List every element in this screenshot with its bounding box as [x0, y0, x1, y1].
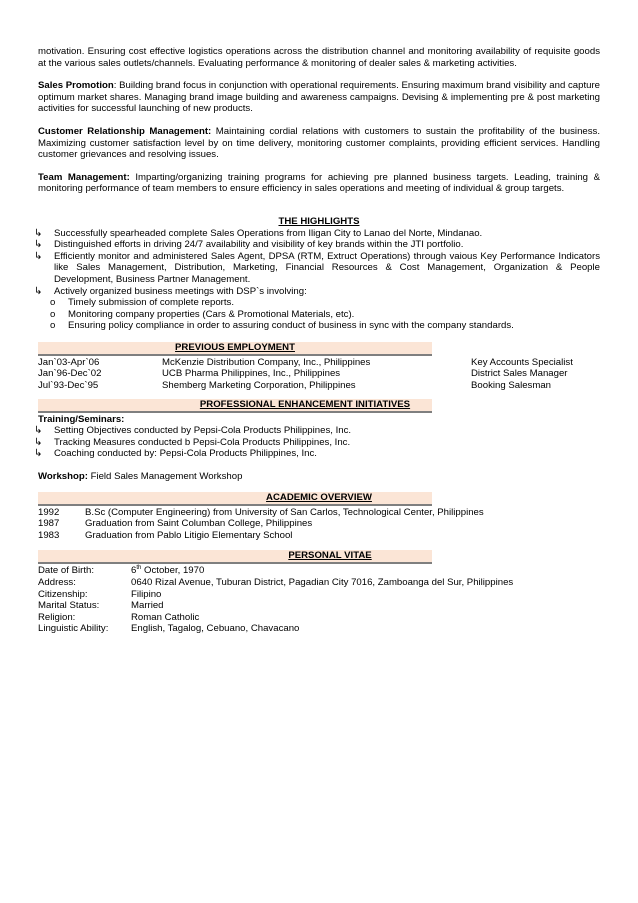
crm-text: Maintaining cordial relations with customers to sustain the profitability of the business. Maximizing customer satisfaction level by on time delivery, monitoring customer complaints, providing efficient services. Handling customer grievances and resolving issues.: [38, 125, 600, 161]
circle-bullet-icon: o: [50, 320, 56, 332]
list-item: [34, 436, 600, 449]
personal-section: [38, 550, 600, 635]
resume-page: [34, 46, 601, 635]
personal-value: Married: [131, 600, 164, 612]
personal-label: Address:: [38, 577, 76, 588]
sub-item-text: Timely submission of complete reports.: [68, 297, 234, 309]
personal-value: 0640 Rizal Avenue, Tuburan District, Pagadian City 7016, Zamboanga del Sur, Philippines: [131, 577, 514, 588]
list-item: [38, 309, 600, 321]
list-item: [34, 425, 600, 437]
table-row: [38, 589, 600, 601]
personal-label: Marital Status:: [38, 600, 100, 612]
list-item: [38, 297, 600, 309]
team-paragraph: [38, 172, 600, 195]
arrow-bullet-icon: ↳: [34, 227, 43, 239]
arrow-bullet-icon: ↳: [34, 448, 43, 460]
personal-label: Citizenship:: [38, 588, 88, 600]
arrow-bullet-icon: ↳: [34, 250, 43, 262]
training-text: Setting Objectives conducted by Pepsi-Cola Products Philippines, Inc.: [54, 425, 352, 437]
highlights-sublist: [38, 297, 600, 332]
employment-period: Jan`96-Dec`02: [38, 368, 102, 380]
employment-role: District Sales Manager: [471, 368, 568, 380]
personal-title: PERSONAL VITAE: [38, 550, 432, 562]
sub-item-text: Monitoring company properties (Cars & Promotional Materials, etc).: [68, 308, 355, 320]
table-row: [38, 600, 600, 612]
sales-promotion-text: : Building brand focus in conjunction with operational requirements. Ensuring maximum brand visibility and capture optimum market shares. Managing brand image building and awareness campaigns. Devising & implementing pre & post marketing activities for successful launching of new products.: [38, 80, 600, 115]
employment-role: Booking Salesman: [471, 380, 551, 392]
list-item: [34, 448, 600, 460]
personal-label: Religion:: [38, 611, 76, 623]
employment-company: McKenzie Distribution Company, Inc., Philippines: [162, 356, 371, 368]
table-row: [38, 623, 600, 635]
personal-table: [38, 565, 600, 635]
table-row: [38, 518, 600, 530]
crm-paragraph: [38, 126, 600, 161]
highlight-text: Distinguished efforts in driving 24/7 availability and visibility of key brands within the JTI portfolio.: [54, 239, 464, 251]
personal-value: [131, 565, 600, 577]
intro-text: motivation. Ensuring cost effective logistics operations across the distribution channel and monitoring availability of requisite goods at the various sales outlets/channels. Evaluating performance & monitoring of dealer sales & marketing activities.: [38, 46, 600, 69]
list-item: [34, 250, 600, 286]
personal-value: English, Tagalog, Cebuano, Chavacano: [131, 623, 300, 635]
academic-detail: Graduation from Saint Columban College, Philippines: [85, 518, 313, 530]
academic-detail: B.Sc (Computer Engineering) from University of San Carlos, Technological Center, Philippines: [85, 506, 484, 518]
circle-bullet-icon: o: [50, 308, 56, 320]
list-item: [34, 227, 600, 240]
academic-year: 1992: [38, 506, 60, 518]
team-text: Imparting/organizing training programs for achieving pre planned business targets. Leading, training & monitoring performance of team members to ensure efficiency in sales operations and meeting of individual & group targets.: [38, 171, 601, 195]
academic-section: [38, 492, 600, 542]
dob-day: 6: [131, 565, 137, 577]
training-text: Tracking Measures conducted b Pepsi-Cola Products Philippines, Inc.: [54, 436, 351, 448]
arrow-bullet-icon: ↳: [34, 239, 43, 251]
table-row: [38, 380, 600, 392]
highlight-text: Successfully spearheaded complete Sales Operations from Iligan City to Lanao del Norte, Mindanao.: [54, 227, 483, 239]
table-row: [38, 565, 600, 577]
sales-promotion-paragraph: [38, 80, 600, 115]
enhancement-title: PROFESSIONAL ENHANCEMENT INITIATIVES: [38, 399, 432, 411]
academic-title: ACADEMIC OVERVIEW: [38, 492, 432, 504]
table-row: [38, 530, 600, 542]
arrow-bullet-icon: ↳: [34, 436, 43, 448]
table-row: [38, 368, 600, 380]
employment-period: Jul`93-Dec`95: [38, 380, 99, 392]
academic-year: 1987: [38, 518, 60, 530]
workshop-line: [38, 471, 600, 483]
crm-label: Customer Relationship Management:: [38, 125, 212, 137]
enhancement-rule: [38, 411, 432, 413]
employment-company: Shemberg Marketing Corporation, Philippines: [162, 380, 356, 392]
sub-item-text: Ensuring policy compliance in order to assuring conduct of business in sync with the company standards.: [68, 320, 514, 332]
employment-title: PREVIOUS EMPLOYMENT: [38, 342, 432, 354]
list-item: [34, 239, 600, 251]
academic-year: 1983: [38, 529, 60, 541]
list-item: [34, 285, 600, 332]
academic-detail: Graduation from Pablo Litigio Elementary School: [85, 529, 293, 541]
employment-role: Key Accounts Specialist: [471, 356, 573, 368]
personal-rule: [38, 562, 432, 564]
personal-label: Linguistic Ability:: [38, 623, 109, 635]
enhancement-section: [34, 398, 600, 483]
personal-label: Date of Birth:: [38, 565, 94, 577]
workshop-label: Workshop:: [38, 471, 88, 483]
table-row: [38, 612, 600, 624]
highlight-text: Actively organized business meetings with DSP`s involving:: [54, 285, 307, 297]
intro-paragraph: [38, 46, 600, 69]
workshop-text: Field Sales Management Workshop: [87, 471, 243, 483]
training-label: Training/Seminars:: [38, 413, 125, 425]
personal-value: Filipino: [131, 588, 162, 600]
team-label: Team Management:: [38, 171, 130, 183]
sales-promotion-label: Sales Promotion: [38, 80, 114, 92]
employment-company: UCB Pharma Philippines, Inc., Philippines: [162, 368, 341, 380]
training-text: Coaching conducted by: Pepsi-Cola Products Philippines, Inc.: [54, 448, 317, 460]
arrow-bullet-icon: ↳: [34, 425, 43, 437]
employment-period: Jan`03-Apr`06: [38, 356, 100, 368]
table-row: [38, 577, 600, 589]
dob-rest: October, 1970: [141, 565, 205, 577]
highlights-list: [34, 227, 600, 332]
highlights-title: THE HIGHLIGHTS: [278, 215, 360, 227]
highlight-text: Efficiently monitor and administered Sales Agent, DPSA (RTM, Extruct Operations) through vaious Key Performance Indicators like Sales Management, Distribution, Marketing, Financial Resources & Cost Management, Organization & People Development, Business Partner Management.: [54, 250, 600, 285]
table-row: [38, 507, 600, 519]
circle-bullet-icon: o: [50, 297, 56, 309]
training-list: [34, 425, 600, 460]
dob-sup: th: [136, 565, 142, 572]
personal-value: Roman Catholic: [131, 611, 200, 623]
highlights-section: [34, 215, 600, 332]
employment-section: [38, 342, 600, 392]
employment-table: [38, 357, 600, 392]
academic-rule: [38, 504, 432, 506]
table-row: [38, 357, 600, 369]
arrow-bullet-icon: ↳: [34, 285, 43, 297]
academic-table: [38, 507, 600, 542]
list-item: [38, 320, 600, 332]
employment-rule: [38, 354, 432, 356]
